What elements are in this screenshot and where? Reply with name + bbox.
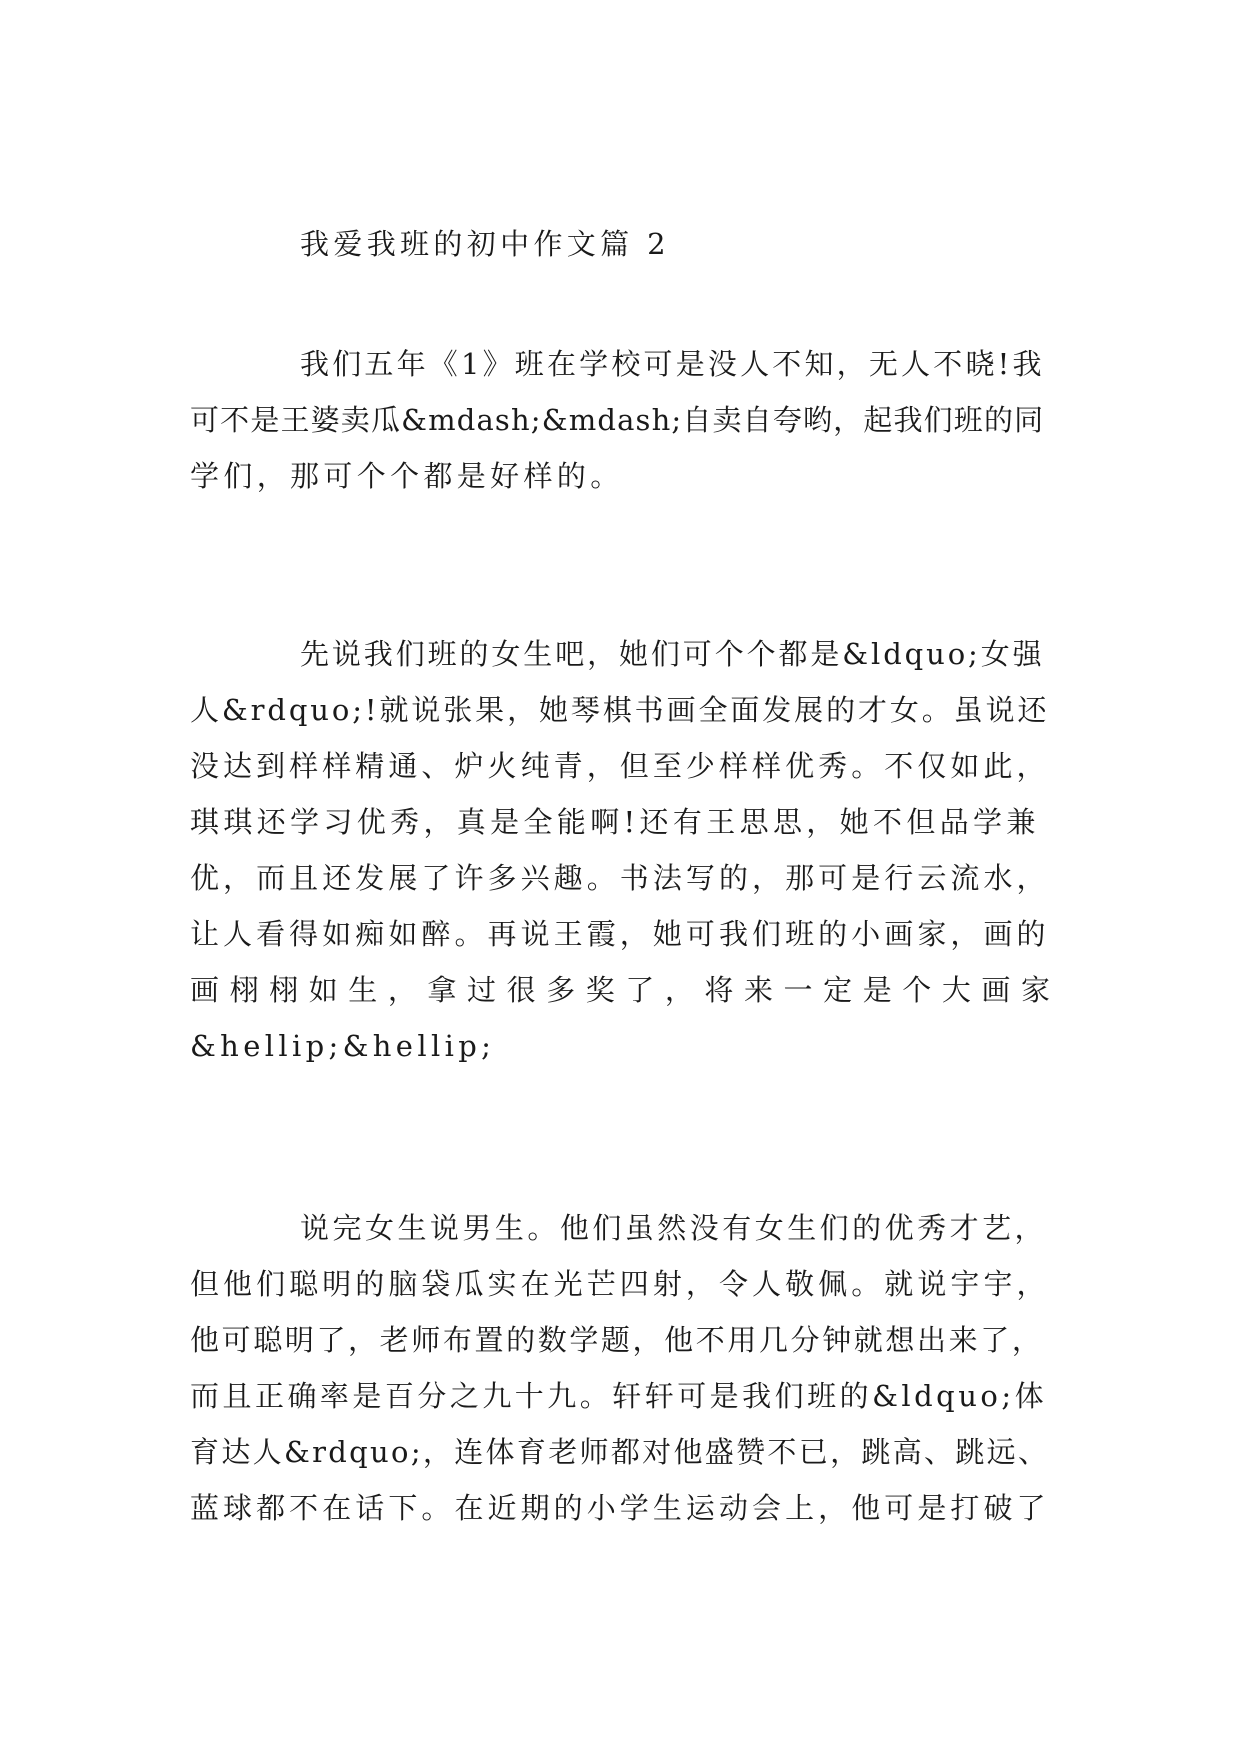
paragraph-2-line-3: 没达到样样精通、炉火纯青，但至少样样优秀。不仅如此，	[190, 749, 1050, 783]
document-title: 我爱我班的初中作文篇 2	[300, 227, 670, 261]
paragraph-3-line-6: 蓝球都不在话下。在近期的小学生运动会上，他可是打破了	[190, 1491, 1050, 1525]
paragraph-3-line-1: 说完女生说男生。他们虽然没有女生们的优秀才艺，	[300, 1211, 1048, 1245]
paragraph-3-line-5: 育达人&rdquo;，连体育老师都对他盛赞不已，跳高、跳远、	[190, 1435, 1050, 1469]
paragraph-2-line-7: 画栩栩如生，拿过很多奖了，将来一定是个大画家	[190, 973, 1050, 1007]
paragraph-3-line-3: 他可聪明了，老师布置的数学题，他不用几分钟就想出来了，	[190, 1323, 1044, 1357]
paragraph-2-line-1: 先说我们班的女生吧，她们可个个都是&ldquo;女强	[300, 637, 1045, 671]
paragraph-2-line-2: 人&rdquo;!就说张果，她琴棋书画全面发展的才女。虽说还	[190, 693, 1050, 727]
paragraph-2-line-4: 琪琪还学习优秀，真是全能啊!还有王思思，她不但品学兼	[190, 805, 1040, 839]
paragraph-2-line-8: &hellip;&hellip;	[190, 1029, 496, 1063]
paragraph-2-line-6: 让人看得如痴如醉。再说王霞，她可我们班的小画家，画的	[190, 917, 1050, 951]
paragraph-1-line-2: 可不是王婆卖瓜&mdash;&mdash;自卖自夸哟，起我们班的同	[190, 403, 1045, 437]
paragraph-3-line-4: 而且正确率是百分之九十九。轩轩可是我们班的&ldquo;体	[190, 1379, 1048, 1413]
paragraph-2-line-5: 优，而且还发展了许多兴趣。书法写的，那可是行云流水，	[190, 861, 1050, 895]
paragraph-1-line-3: 学们，那可个个都是好样的。	[190, 459, 624, 493]
paragraph-1-line-1: 我们五年《1》班在学校可是没人不知，无人不晓!我	[300, 347, 1045, 381]
paragraph-3-line-2: 但他们聪明的脑袋瓜实在光芒四射，令人敬佩。就说宇宇，	[190, 1267, 1050, 1301]
